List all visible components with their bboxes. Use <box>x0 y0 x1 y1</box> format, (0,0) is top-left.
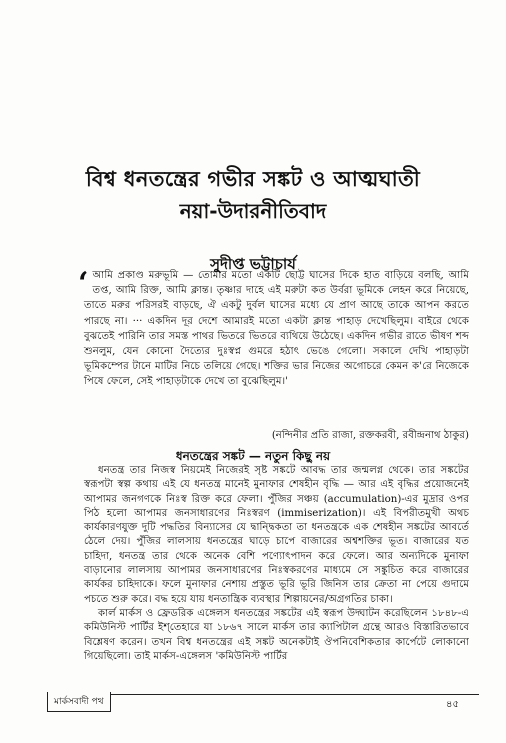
section-heading: ধনতন্ত্রের সঙ্কট — নতুন কিছু নয় <box>175 449 331 463</box>
page-number: ৪৫ <box>446 699 459 710</box>
epigraph-source: (নন্দিনীর প্রতি রাজা, রক্তকরবী, রবীন্দ্রনাথ ঠাকুর) <box>271 430 469 441</box>
article-title-line-1: বিশ্ব ধনতন্ত্রের গভীর সঙ্কট ও আত্মঘাতী <box>85 167 421 191</box>
article-title-line-2: নয়া-উদারনীতিবাদ <box>179 199 327 223</box>
page-footer <box>0 692 506 722</box>
epigraph <box>78 266 469 390</box>
publication-name: মার্কসবাদী পথ <box>47 692 111 712</box>
opening-quote-mark: ‘ <box>78 266 89 301</box>
footer-rule <box>84 694 479 695</box>
body-paragraph: কার্ল মার্কস ও ফ্রেডরিক এঙ্গেলস ধনতন্ত্রের সঙ্কটের এই স্বরূপ উদ্ঘাটন করেছিলেন ১৮৪৮-এ কমিউনিস্ট পার্টির ইশ্‌তেহারে যা ১৮৬৭ সালে মার্কস তার ক্যাপিটাল গ্রন্থে আরও বিস্তারিতভাবে বিশ্লেষণ করেন। তখন বিশ্ব ধনতন্ত্রের এই সঙ্কট অনেকটাই ঔপনিবেশিকতার কার্পেটে লোকানো গিয়েছিলো। তাই মার্কস-এঙ্গেলস 'কমিউনিস্ট পার্টির <box>84 607 469 662</box>
body-paragraph: ধনতন্ত্র তার নিজস্ব নিয়মেই নিজেরই সৃষ্ট সঙ্কটে আবদ্ধ তার জন্মলগ্ন থেকে। তার সঙ্কটের স্বরূপটা স্বল্প কথায় এই যে ধনতন্ত্র মানেই মুনাফার শেষহীন বৃদ্ধি — আর এই বৃদ্ধির প্রয়োজনেই আপামর জনগণকে নিঃস্ব রিক্ত করে ফেলা। পুঁজির সঞ্চয় (accumulation)-এর মুদ্রার ওপর পিঠ হলো আপামর জনসাধারণের নিঃস্বরণ (immiserization)। এই বিপরীতমুখী অথচ কার্যকারণযুক্ত দুটি পদ্ধতির বিন্যাসের যে দ্বান্দ্বিকতা তা ধনতন্ত্রকে এক শেষহীন সঙ্কটের আবর্তে ঠেলে দেয়। পুঁজির লালসায় ধনতন্ত্রের ঘাড়ে চাপে বাজারের অশ্বশক্তির ভূত। বাজারের যত চাহিদা, ধনতন্ত্র তার থেকে অনেক বেশি পণ্যোৎপাদন করে ফেলে। আর অন্যদিকে মুনাফা বাড়ানোর লালসায় আপামর জনসাধারণের নিঃস্বকরণের মাধ্যমে সে সঙ্কুচিত করে বাজারের কার্যকর চাহিদাকে। ফলে মুনাফার নেশায় প্রস্তুত ভূরি ভূরি জিনিস তার ক্রেতা না পেয়ে গুদামে পচতে শুরু করে। বদ্ধ হয়ে যায় ধনতান্ত্রিক ব্যবস্থার শিল্পায়নের/অগ্রগতির চাকা। <box>84 465 469 605</box>
author-name: সুদীপ্ত ভট্টাচার্য <box>210 255 296 273</box>
epigraph-text: আমি প্রকাণ্ড মরুভূমি — তোমার মতো একটি ছোট্ট ঘাসের দিকে হাত বাড়িয়ে বলছি, আমি তপ্ত, আমি রিক্ত, আমি ক্লান্ত। তৃষ্ণার দাহে এই মরুটা কত উর্বরা ভূমিকে লেহন করে নিয়েছে, তাতে মরুর পরিসরই বাড়ছে, ঐ একটু দুর্বল ঘাসের মধ্যে যে প্রাণ আছে তাকে আপন করতে পারছে না। ··· একদিন দূর দেশে আমারই মতো একটা ক্লান্ত পাহাড় দেখেছিলুম। বাইরে থেকে বুঝতেই পারিনি তার সমস্ত পাথর ভিতরে ভিতরে ব্যথিয়ে উঠেছে। একদিন গভীর রাতে ভীষণ শব্দ শুনলুম, যেন কোনো দৈত্যের দুঃস্বপ্ন গুমরে হঠাৎ ভেঙে গেলো। সকালে দেখি পাহাড়টা ভূমিকম্পের টানে মাটির নিচে তলিয়ে গেছে। শক্তির ভার নিজের অগোচরে কেমন ক'রে নিজেকে পিষে ফেলে, সেই পাহাড়টাকে দেখে তা বুঝেছিলুম।' <box>84 270 469 388</box>
article-body <box>84 464 469 664</box>
